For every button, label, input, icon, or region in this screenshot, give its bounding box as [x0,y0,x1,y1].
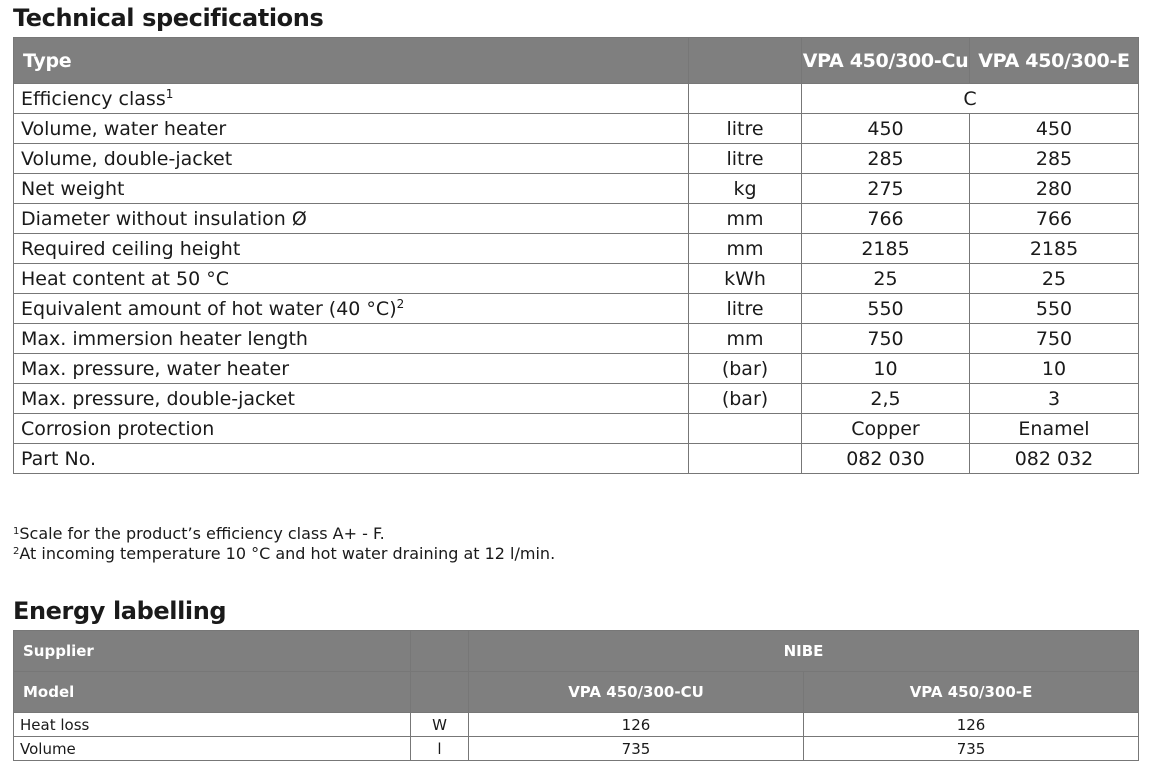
energy-labelling-title: Energy labelling [13,597,227,625]
table-row [14,713,1139,737]
table-row [14,84,1139,114]
row-label: Required ceiling height [14,234,689,264]
row-label: Max. pressure, double-jacket [14,384,689,414]
table-row [14,234,1139,264]
footnote-2: $^2$At incoming temperature 10 °C and hot water draining at 12 l/min. [13,544,556,563]
row-value-model1: 275 [802,174,970,204]
row-unit: l [411,737,469,761]
table-row [14,174,1139,204]
footnote-1: $^1$Scale for the product’s efficiency class A+ - F. [13,524,385,543]
row-unit: litre [689,294,802,324]
energy-labelling-table [13,630,1139,761]
table-row [14,324,1139,354]
row-value-model1: 2185 [802,234,970,264]
row-label: Volume, double-jacket [14,144,689,174]
row-unit: litre [689,114,802,144]
row-value-model2: 285 [970,144,1139,174]
efficiency-class-label: Efficiency class$^1$ [14,84,689,114]
table-row [14,384,1139,414]
table-row [14,114,1139,144]
table-row [14,737,1139,761]
row-unit: (bar) [689,384,802,414]
row-value-model2: 10 [970,354,1139,384]
row-value-model2: 550 [970,294,1139,324]
supplier-value: NIBE [469,631,1139,672]
table-row [14,204,1139,234]
model-label: Model [14,672,411,713]
unit-cell [411,672,469,713]
unit-header [689,38,802,84]
table-row [14,414,1139,444]
type-header: Type [14,38,689,84]
row-value-model2: 082 032 [970,444,1139,474]
row-value-model1: 2,5 [802,384,970,414]
row-value-model1: 766 [802,204,970,234]
row-label: Volume [14,737,411,761]
model2-value: VPA 450/300-E [804,672,1139,713]
row-value-model2: 450 [970,114,1139,144]
table-row [14,354,1139,384]
row-unit: W [411,713,469,737]
row-value-model2: 766 [970,204,1139,234]
row-label: Max. immersion heater length [14,324,689,354]
row-value-model2: 25 [970,264,1139,294]
row-value-model1: 126 [469,713,804,737]
row-label: Part No. [14,444,689,474]
row-label: Heat loss [14,713,411,737]
row-value-model1: 285 [802,144,970,174]
row-value-model2: 280 [970,174,1139,204]
efficiency-class-value: C [802,84,1139,114]
footnotes [13,524,555,564]
row-value-model1: 735 [469,737,804,761]
footnote-ref: 1 [165,86,174,101]
row-unit: (bar) [689,354,802,384]
row-unit: mm [689,204,802,234]
table-row [14,264,1139,294]
row-value-model1: Copper [802,414,970,444]
row-label: Equivalent amount of hot water (40 °C)$^2$ [14,294,689,324]
model1-header: VPA 450/300-Cu [802,38,970,84]
row-label: Max. pressure, water heater [14,354,689,384]
technical-specifications-title: Technical specifications [13,4,324,32]
model1-value: VPA 450/300-CU [469,672,804,713]
row-unit [689,414,802,444]
table-row [14,144,1139,174]
row-unit: mm [689,234,802,264]
row-value-model1: 550 [802,294,970,324]
row-label: Volume, water heater [14,114,689,144]
supplier-label: Supplier [14,631,411,672]
model2-header: VPA 450/300-E [970,38,1139,84]
row-value-model1: 750 [802,324,970,354]
unit-cell [689,84,802,114]
row-unit: kWh [689,264,802,294]
row-label: Corrosion protection [14,414,689,444]
row-value-model2: 3 [970,384,1139,414]
row-value-model1: 450 [802,114,970,144]
spec-header-row [14,38,1139,84]
row-label: Net weight [14,174,689,204]
row-unit: litre [689,144,802,174]
row-unit: mm [689,324,802,354]
row-unit: kg [689,174,802,204]
model-row [14,672,1139,713]
row-unit [689,444,802,474]
row-value-model2: 735 [804,737,1139,761]
table-row [14,294,1139,324]
row-value-model1: 10 [802,354,970,384]
row-label: Heat content at 50 °C [14,264,689,294]
technical-specifications-table [13,37,1139,474]
supplier-row [14,631,1139,672]
row-value-model2: 750 [970,324,1139,354]
row-value-model2: 126 [804,713,1139,737]
unit-cell [411,631,469,672]
row-value-model1: 082 030 [802,444,970,474]
row-value-model2: 2185 [970,234,1139,264]
row-value-model2: Enamel [970,414,1139,444]
row-value-model1: 25 [802,264,970,294]
footnote-ref: 2 [396,296,405,311]
row-label: Diameter without insulation Ø [14,204,689,234]
table-row [14,444,1139,474]
